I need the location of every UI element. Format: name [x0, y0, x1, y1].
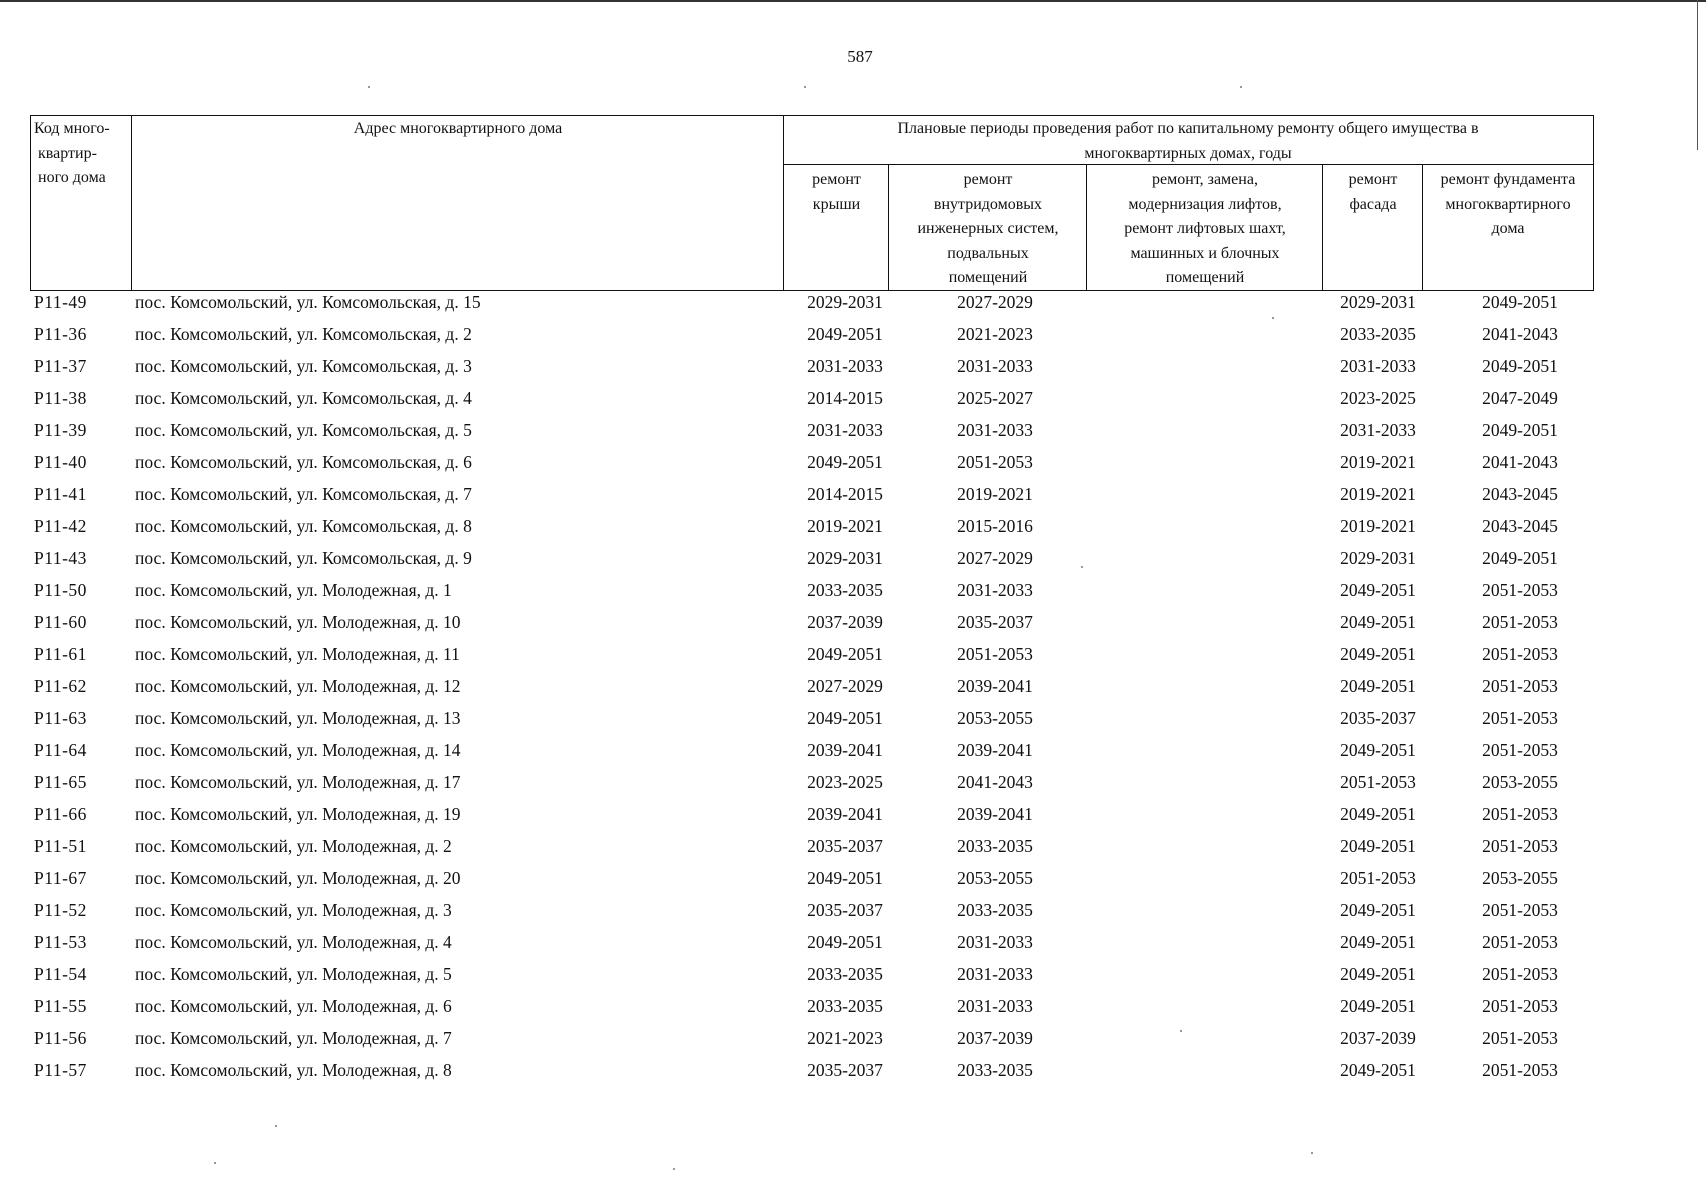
- cell-roof: 2019-2021: [807, 516, 883, 536]
- header-foundation: [1424, 168, 1592, 242]
- cell-foundation: 2043-2045: [1482, 516, 1558, 536]
- cell-facade: 2051-2053: [1340, 772, 1416, 792]
- cell-engineering: 2053-2055: [957, 708, 1033, 728]
- cell-engineering: 2037-2039: [957, 1028, 1033, 1048]
- cell-foundation: 2051-2053: [1482, 676, 1558, 696]
- header-divider-engineering: [1086, 164, 1087, 291]
- cell-facade: 2049-2051: [1340, 804, 1416, 824]
- cell-roof: 2037-2039: [807, 612, 883, 632]
- cell-roof: 2031-2033: [807, 356, 883, 376]
- header-engineering-line: внутридомовых: [933, 195, 1043, 213]
- cell-facade: 2049-2051: [1340, 964, 1416, 984]
- table-row: [30, 996, 1595, 1028]
- cell-roof: 2039-2041: [807, 804, 883, 824]
- cell-facade: 2029-2031: [1340, 548, 1416, 568]
- table-row: [30, 900, 1595, 932]
- table-row: [30, 324, 1595, 356]
- header-lifts-line: модернизация лифтов,: [1128, 195, 1282, 213]
- cell-facade: 2049-2051: [1340, 900, 1416, 920]
- cell-code: P11-64: [34, 740, 87, 760]
- cell-roof: 2029-2031: [807, 292, 883, 312]
- header-foundation-line: ремонт фундамента: [1440, 171, 1576, 188]
- cell-address: пос. Комсомольский, ул. Молодежная, д. 10: [135, 612, 461, 632]
- scan-speck: [1081, 566, 1083, 568]
- cell-code: P11-63: [34, 708, 87, 728]
- header-divider-code: [131, 115, 132, 291]
- cell-address: пос. Комсомольский, ул. Молодежная, д. 6: [135, 996, 452, 1016]
- table-row: [30, 708, 1595, 740]
- cell-foundation: 2053-2055: [1482, 772, 1558, 792]
- scan-speck: [1272, 317, 1274, 319]
- cell-code: P11-62: [34, 676, 87, 696]
- header-code-line: Код много-: [34, 120, 110, 137]
- cell-address: пос. Комсомольский, ул. Комсомольская, д. 7: [135, 484, 472, 504]
- cell-address: пос. Комсомольский, ул. Комсомольская, д. 6: [135, 452, 472, 472]
- cell-facade: 2019-2021: [1340, 516, 1416, 536]
- cell-engineering: 2019-2021: [957, 484, 1033, 504]
- header-lifts-line: ремонт, замена,: [1152, 171, 1258, 188]
- cell-roof: 2023-2025: [807, 772, 883, 792]
- cell-code: P11-52: [34, 900, 87, 920]
- header-engineering-line: ремонт: [963, 171, 1013, 188]
- cell-engineering: 2025-2027: [957, 388, 1033, 408]
- header-engineering-line: помещений: [948, 269, 1028, 286]
- cell-roof: 2014-2015: [807, 388, 883, 408]
- cell-engineering: 2033-2035: [957, 1060, 1033, 1080]
- scan-top-edge: [0, 0, 1706, 2]
- cell-facade: 2049-2051: [1340, 932, 1416, 952]
- scan-speck: [1180, 1030, 1182, 1032]
- table-row: [30, 548, 1595, 580]
- cell-code: P11-51: [34, 836, 87, 856]
- table-row: [30, 740, 1595, 772]
- cell-code: P11-39: [34, 420, 87, 440]
- cell-code: P11-36: [34, 324, 87, 344]
- cell-address: пос. Комсомольский, ул. Молодежная, д. 17: [135, 772, 461, 792]
- cell-code: P11-65: [34, 772, 87, 792]
- cell-address: пос. Комсомольский, ул. Молодежная, д. 8: [135, 1060, 452, 1080]
- cell-facade: 2049-2051: [1340, 996, 1416, 1016]
- header-foundation-line: дома: [1491, 220, 1525, 237]
- cell-foundation: 2051-2053: [1482, 1028, 1558, 1048]
- cell-foundation: 2051-2053: [1482, 996, 1558, 1016]
- cell-foundation: 2047-2049: [1482, 388, 1558, 408]
- header-code-line: ного дома: [38, 169, 106, 186]
- cell-roof: 2035-2037: [807, 836, 883, 856]
- cell-address: пос. Комсомольский, ул. Комсомольская, д. 4: [135, 388, 472, 408]
- cell-foundation: 2051-2053: [1482, 612, 1558, 632]
- table-row: [30, 516, 1595, 548]
- cell-facade: 2049-2051: [1340, 836, 1416, 856]
- header-facade-line: фасада: [1349, 195, 1397, 213]
- scan-speck: [673, 1168, 675, 1170]
- table-row: [30, 772, 1595, 804]
- header-lifts: [1088, 168, 1322, 291]
- cell-code: P11-56: [34, 1028, 87, 1048]
- cell-facade: 2049-2051: [1340, 644, 1416, 664]
- cell-facade: 2049-2051: [1340, 740, 1416, 760]
- cell-address: пос. Комсомольский, ул. Комсомольская, д. 3: [135, 356, 472, 376]
- table-row: [30, 580, 1595, 612]
- cell-address: пос. Комсомольский, ул. Молодежная, д. 2: [135, 836, 452, 856]
- table-row: [30, 612, 1595, 644]
- scan-speck: [1240, 86, 1242, 88]
- cell-roof: 2049-2051: [807, 868, 883, 888]
- scan-speck: [1311, 1152, 1313, 1154]
- cell-code: P11-55: [34, 996, 87, 1016]
- table-row: [30, 964, 1595, 996]
- cell-engineering: 2031-2033: [957, 964, 1033, 984]
- table-row: [30, 1060, 1595, 1092]
- header-periods: [785, 117, 1591, 166]
- cell-engineering: 2021-2023: [957, 324, 1033, 344]
- cell-address: пос. Комсомольский, ул. Молодежная, д. 14: [135, 740, 461, 760]
- scan-speck: [214, 1162, 216, 1164]
- cell-address: пос. Комсомольский, ул. Комсомольская, д. 9: [135, 548, 472, 568]
- cell-facade: 2029-2031: [1340, 292, 1416, 312]
- cell-roof: 2033-2035: [807, 580, 883, 600]
- cell-roof: 2035-2037: [807, 900, 883, 920]
- cell-engineering: 2027-2029: [957, 292, 1033, 312]
- cell-facade: 2035-2037: [1340, 708, 1416, 728]
- table-row: [30, 420, 1595, 452]
- cell-address: пос. Комсомольский, ул. Молодежная, д. 3: [135, 900, 452, 920]
- header-facade-line: ремонт: [1348, 171, 1398, 188]
- cell-foundation: 2041-2043: [1482, 324, 1558, 344]
- cell-code: P11-40: [34, 452, 87, 472]
- table-row: [30, 868, 1595, 900]
- cell-roof: 2014-2015: [807, 484, 883, 504]
- scan-right-edge: [1697, 0, 1698, 150]
- cell-roof: 2031-2033: [807, 420, 883, 440]
- cell-foundation: 2051-2053: [1482, 932, 1558, 952]
- table-row: [30, 804, 1595, 836]
- cell-code: P11-37: [34, 356, 87, 376]
- cell-roof: 2029-2031: [807, 548, 883, 568]
- header-code: [34, 117, 130, 191]
- header-facade: [1324, 168, 1422, 217]
- cell-engineering: 2039-2041: [957, 804, 1033, 824]
- cell-foundation: 2051-2053: [1482, 580, 1558, 600]
- cell-address: пос. Комсомольский, ул. Комсомольская, д. 15: [135, 292, 481, 312]
- header-periods-line: многоквартирных домах, годы: [1084, 144, 1292, 162]
- cell-code: P11-49: [34, 292, 87, 312]
- cell-roof: 2049-2051: [807, 644, 883, 664]
- header-address: Адрес многоквартирного дома: [353, 120, 563, 137]
- cell-code: P11-50: [34, 580, 87, 600]
- table-row: [30, 292, 1595, 324]
- cell-foundation: 2051-2053: [1482, 1060, 1558, 1080]
- cell-code: P11-60: [34, 612, 87, 632]
- cell-facade: 2031-2033: [1340, 356, 1416, 376]
- cell-foundation: 2051-2053: [1482, 708, 1558, 728]
- table-row: [30, 1028, 1595, 1060]
- cell-address: пос. Комсомольский, ул. Молодежная, д. 7: [135, 1028, 452, 1048]
- cell-engineering: 2033-2035: [957, 836, 1033, 856]
- header-engineering: [890, 168, 1086, 291]
- header-divider-facade: [1422, 164, 1423, 291]
- cell-address: пос. Комсомольский, ул. Комсомольская, д. 5: [135, 420, 472, 440]
- cell-roof: 2035-2037: [807, 1060, 883, 1080]
- cell-foundation: 2049-2051: [1482, 292, 1558, 312]
- header-divider-lifts: [1322, 164, 1323, 291]
- cell-engineering: 2051-2053: [957, 452, 1033, 472]
- cell-engineering: 2039-2041: [957, 740, 1033, 760]
- cell-engineering: 2053-2055: [957, 868, 1033, 888]
- scan-speck: [275, 1125, 277, 1127]
- cell-roof: 2039-2041: [807, 740, 883, 760]
- header-roof-line: крыши: [812, 195, 861, 213]
- table-row: [30, 356, 1595, 388]
- cell-facade: 2049-2051: [1340, 1060, 1416, 1080]
- cell-roof: 2049-2051: [807, 708, 883, 728]
- cell-code: P11-38: [34, 388, 87, 408]
- cell-facade: 2051-2053: [1340, 868, 1416, 888]
- cell-foundation: 2043-2045: [1482, 484, 1558, 504]
- cell-address: пос. Комсомольский, ул. Молодежная, д. 5: [135, 964, 452, 984]
- cell-code: P11-53: [34, 932, 87, 952]
- cell-roof: 2033-2035: [807, 964, 883, 984]
- cell-code: P11-41: [34, 484, 87, 504]
- header-divider-roof: [888, 164, 889, 291]
- cell-facade: 2019-2021: [1340, 484, 1416, 504]
- header-divider-address: [783, 115, 784, 291]
- cell-engineering: 2031-2033: [957, 932, 1033, 952]
- cell-roof: 2021-2023: [807, 1028, 883, 1048]
- cell-roof: 2049-2051: [807, 324, 883, 344]
- header-periods-line: Плановые периоды проведения работ по капитальному ремонту общего имущества в: [897, 120, 1479, 137]
- cell-address: пос. Комсомольский, ул. Молодежная, д. 4: [135, 932, 452, 952]
- cell-foundation: 2053-2055: [1482, 868, 1558, 888]
- cell-foundation: 2051-2053: [1482, 644, 1558, 664]
- cell-engineering: 2035-2037: [957, 612, 1033, 632]
- header-foundation-line: многоквартирного: [1445, 195, 1571, 213]
- cell-engineering: 2031-2033: [957, 580, 1033, 600]
- cell-engineering: 2031-2033: [957, 420, 1033, 440]
- cell-engineering: 2031-2033: [957, 996, 1033, 1016]
- cell-engineering: 2033-2035: [957, 900, 1033, 920]
- table-row: [30, 644, 1595, 676]
- cell-roof: 2033-2035: [807, 996, 883, 1016]
- cell-address: пос. Комсомольский, ул. Комсомольская, д. 2: [135, 324, 472, 344]
- cell-engineering: 2051-2053: [957, 644, 1033, 664]
- cell-foundation: 2049-2051: [1482, 420, 1558, 440]
- cell-foundation: 2049-2051: [1482, 356, 1558, 376]
- cell-code: P11-43: [34, 548, 87, 568]
- cell-roof: 2027-2029: [807, 676, 883, 696]
- scan-speck: [804, 86, 806, 88]
- cell-address: пос. Комсомольский, ул. Молодежная, д. 1: [135, 580, 452, 600]
- header-lifts-line: машинных и блочных: [1130, 244, 1280, 262]
- header-lifts-line: помещений: [1165, 269, 1245, 286]
- cell-foundation: 2051-2053: [1482, 964, 1558, 984]
- cell-code: P11-67: [34, 868, 87, 888]
- scan-speck: [368, 86, 370, 88]
- cell-address: пос. Комсомольский, ул. Молодежная, д. 19: [135, 804, 461, 824]
- table-row: [30, 932, 1595, 964]
- cell-foundation: 2041-2043: [1482, 452, 1558, 472]
- header-engineering-line: подвальных: [947, 244, 1029, 262]
- cell-code: P11-42: [34, 516, 87, 536]
- header-lifts-line: ремонт лифтовых шахт,: [1124, 220, 1286, 237]
- cell-facade: 2031-2033: [1340, 420, 1416, 440]
- cell-address: пос. Комсомольский, ул. Молодежная, д. 13: [135, 708, 461, 728]
- cell-foundation: 2051-2053: [1482, 900, 1558, 920]
- header-engineering-line: инженерных систем,: [917, 220, 1059, 237]
- cell-roof: 2049-2051: [807, 932, 883, 952]
- page-number: 587: [847, 47, 873, 66]
- cell-code: P11-54: [34, 964, 87, 984]
- cell-facade: 2033-2035: [1340, 324, 1416, 344]
- cell-facade: 2049-2051: [1340, 676, 1416, 696]
- cell-foundation: 2049-2051: [1482, 548, 1558, 568]
- cell-foundation: 2051-2053: [1482, 740, 1558, 760]
- cell-roof: 2049-2051: [807, 452, 883, 472]
- header-roof-line: ремонт: [812, 171, 861, 188]
- cell-facade: 2019-2021: [1340, 452, 1416, 472]
- cell-facade: 2023-2025: [1340, 388, 1416, 408]
- cell-foundation: 2051-2053: [1482, 804, 1558, 824]
- cell-code: P11-57: [34, 1060, 87, 1080]
- cell-foundation: 2051-2053: [1482, 836, 1558, 856]
- table-row: [30, 676, 1595, 708]
- cell-engineering: 2031-2033: [957, 356, 1033, 376]
- cell-address: пос. Комсомольский, ул. Молодежная, д. 11: [135, 644, 460, 664]
- cell-engineering: 2041-2043: [957, 772, 1033, 792]
- header-code-line: квартир-: [38, 144, 97, 162]
- cell-address: пос. Комсомольский, ул. Комсомольская, д. 8: [135, 516, 472, 536]
- table-row: [30, 388, 1595, 420]
- table-row: [30, 836, 1595, 868]
- cell-address: пос. Комсомольский, ул. Молодежная, д. 12: [135, 676, 461, 696]
- cell-engineering: 2027-2029: [957, 548, 1033, 568]
- cell-code: P11-66: [34, 804, 87, 824]
- cell-facade: 2049-2051: [1340, 612, 1416, 632]
- cell-engineering: 2039-2041: [957, 676, 1033, 696]
- header-roof: [785, 168, 888, 217]
- cell-code: P11-61: [34, 644, 87, 664]
- table-row: [30, 452, 1595, 484]
- cell-facade: 2037-2039: [1340, 1028, 1416, 1048]
- cell-address: пос. Комсомольский, ул. Молодежная, д. 20: [135, 868, 461, 888]
- cell-facade: 2049-2051: [1340, 580, 1416, 600]
- table-row: [30, 484, 1595, 516]
- cell-engineering: 2015-2016: [957, 516, 1033, 536]
